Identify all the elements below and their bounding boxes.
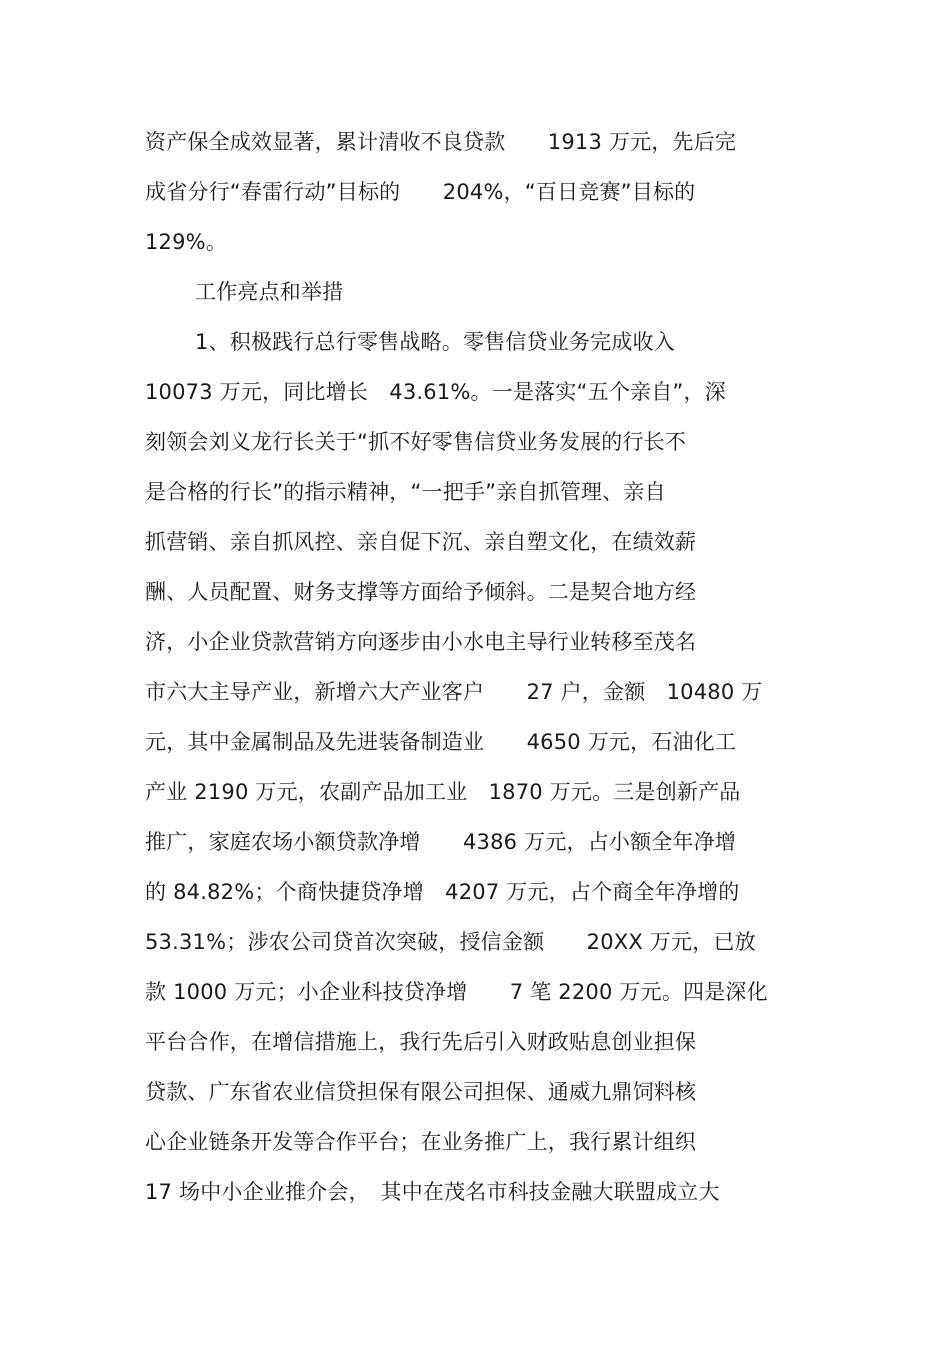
paragraph-line: 抓营销、亲自抓风控、亲自促下沉、亲自塑文化，在绩效薪	[145, 530, 697, 554]
paragraph-line: 贷款、广东省农业信贷担保有限公司担保、通威九鼎饲料核	[145, 1080, 697, 1104]
paragraph-line: 129%。	[145, 230, 228, 254]
paragraph-line: 17 场中小企业推介会， 其中在茂名市科技金融大联盟成立大	[145, 1180, 720, 1204]
paragraph-line: 53.31%；涉农公司贷首次突破，授信金额 20XX 万元，已放	[145, 930, 756, 954]
paragraph-line: 是合格的行长”的指示精神，“一把手”亲自抓管理、亲自	[145, 480, 666, 504]
paragraph-line: 1、积极践行总行零售战略。零售信贷业务完成收入	[195, 330, 675, 354]
paragraph-line: 10073 万元，同比增长 43.61%。一是落实“五个亲自”，深	[145, 380, 726, 404]
paragraph-line: 酬、人员配置、财务支撑等方面给予倾斜。二是契合地方经	[145, 580, 697, 604]
paragraph-line: 资产保全成效显著，累计清收不良贷款 1913 万元，先后完	[145, 130, 737, 154]
paragraph-line: 成省分行“春雷行动”目标的 204%，“百日竞赛”目标的	[145, 180, 696, 204]
paragraph-line: 心企业链条开发等合作平台；在业务推广上，我行累计组织	[145, 1130, 697, 1154]
paragraph-line: 产业 2190 万元，农副产品加工业 1870 万元。三是创新产品	[145, 780, 741, 804]
paragraph-line: 市六大主导产业，新增六大产业客户 27 户，金额 10480 万	[145, 680, 763, 704]
paragraph-line: 推广，家庭农场小额贷款净增 4386 万元，占小额全年净增	[145, 830, 737, 854]
section-heading: 工作亮点和举措	[195, 280, 344, 304]
paragraph-line: 刻领会刘义龙行长关于“抓不好零售信贷业务发展的行长不	[145, 430, 687, 454]
paragraph-line: 元，其中金属制品及先进装备制造业 4650 万元，石油化工	[145, 730, 737, 754]
paragraph-line: 的 84.82%；个商快捷贷净增 4207 万元，占个商全年净增的	[145, 880, 740, 904]
paragraph-line: 济，小企业贷款营销方向逐步由小水电主导行业转移至茂名	[145, 630, 697, 654]
paragraph-line: 款 1000 万元；小企业科技贷净增 7 笔 2200 万元。四是深化	[145, 980, 768, 1004]
paragraph-line: 平台合作，在增信措施上，我行先后引入财政贴息创业担保	[145, 1030, 697, 1054]
